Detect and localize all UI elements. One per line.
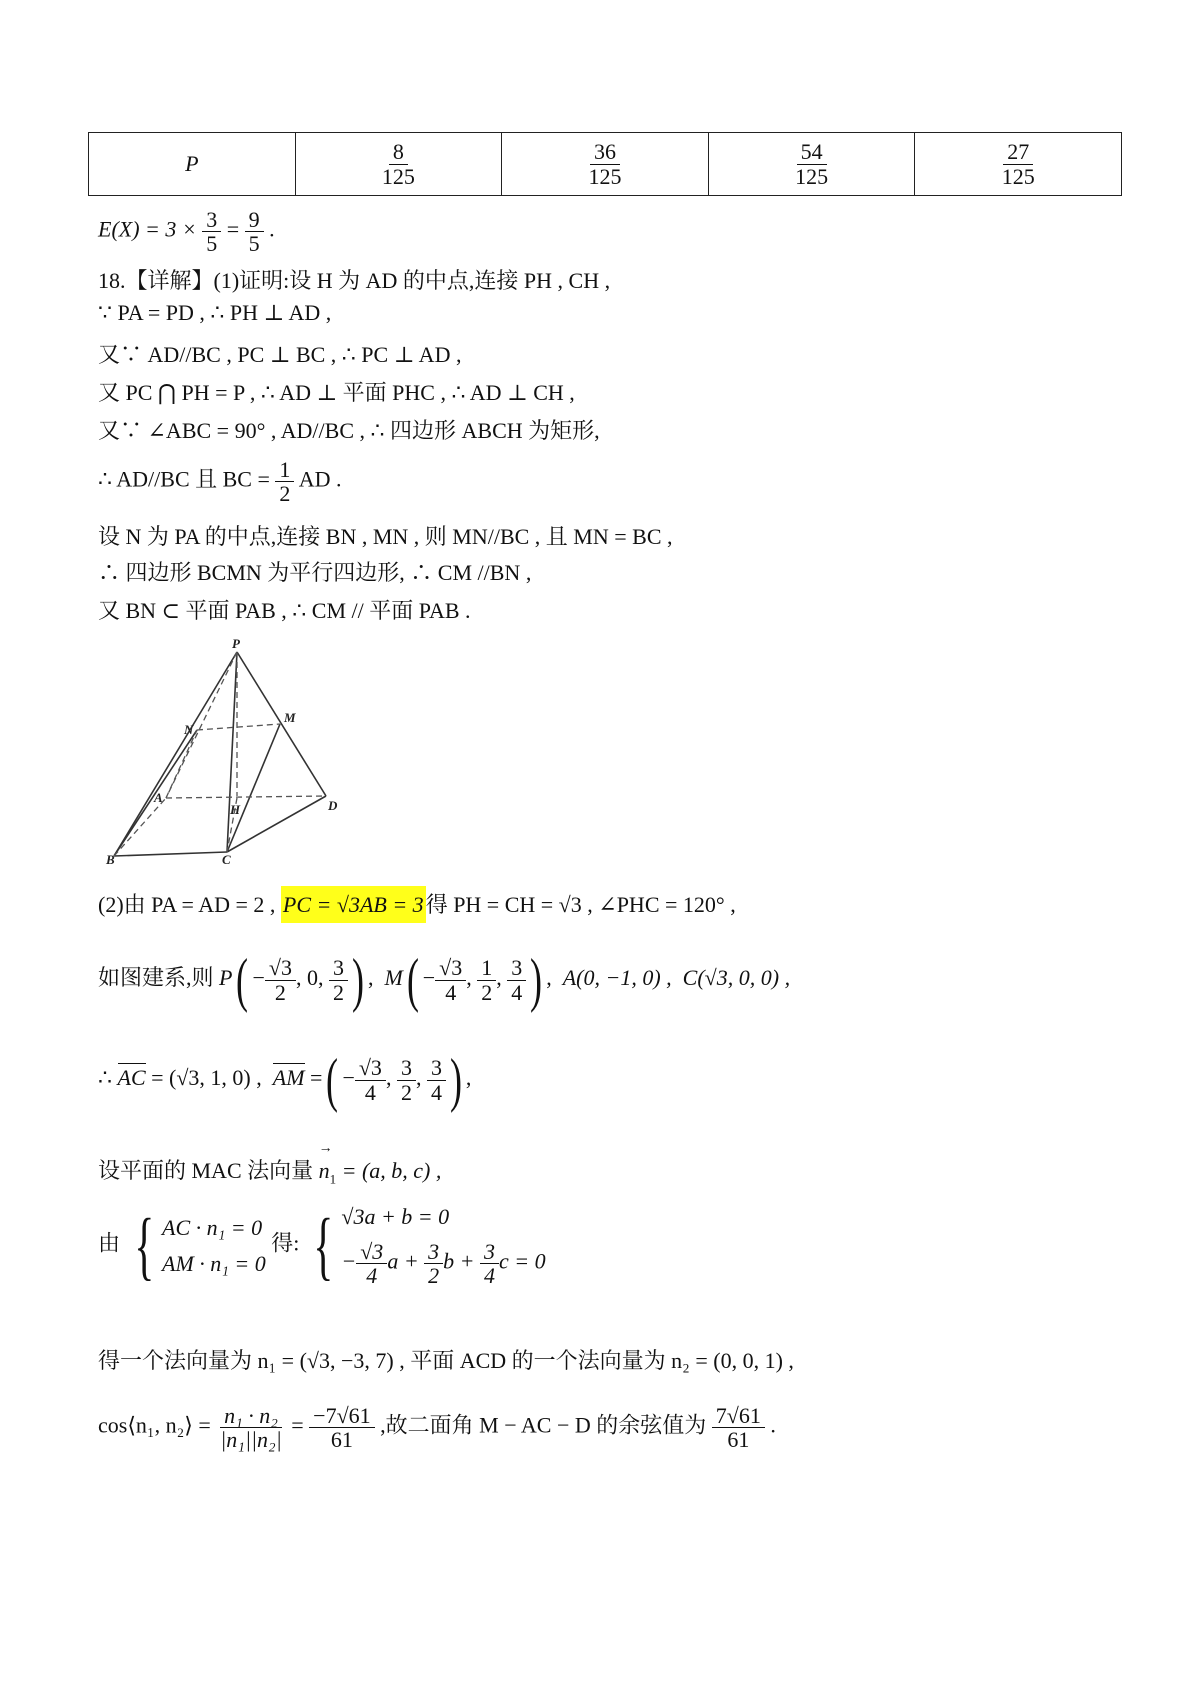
fraction-numerator: 3 <box>480 1240 499 1264</box>
fraction-numerator: 27 <box>1003 140 1033 164</box>
proof-line-6-pre: ∴ AD//BC 且 BC = <box>98 466 270 492</box>
fraction-denominator: 2 <box>400 1079 412 1105</box>
system-row-1: AC · n₁ = 0 <box>162 1214 263 1240</box>
fraction-denominator: 4 <box>430 1079 442 1105</box>
label-A: A <box>154 790 163 805</box>
fraction-denominator: 125 <box>588 163 622 189</box>
system-row-3: √3a + b = 0 <box>341 1204 450 1229</box>
fraction-denominator: 61 <box>330 1427 353 1453</box>
proof-line-9: 又 BN ⊂ 平面 PAB , ∴ CM // 平面 PAB . <box>98 598 471 623</box>
fraction-numerator: √3 <box>265 956 296 980</box>
fraction-denominator: 4 <box>366 1263 378 1289</box>
fraction-denominator: 125 <box>1001 163 1035 189</box>
edge-PD <box>237 652 326 796</box>
fraction-numerator: 3 <box>424 1240 443 1264</box>
cosine-middle: ,故二面角 M − AC − D 的余弦值为 <box>380 1412 707 1438</box>
fraction-numerator: 3 <box>507 956 526 980</box>
edge-CD <box>227 796 326 852</box>
fraction-denominator: 5 <box>248 231 260 257</box>
fraction-numerator: 54 <box>797 140 827 164</box>
table-row <box>89 133 1122 196</box>
system-prefix: 由 <box>98 1230 121 1256</box>
edge-AD <box>166 796 326 798</box>
proof-line-4: 又 PC ⋂ PH = P , ∴ AD ⊥ 平面 PHC , ∴ AD ⊥ CH , <box>98 380 575 405</box>
fraction-denominator: 2 <box>274 979 286 1005</box>
proof-line-2: ∵ PA = PD , ∴ PH ⊥ AD , <box>98 300 332 325</box>
therefore-symbol: ∴ <box>98 1065 112 1091</box>
fraction-denominator: 2 <box>428 1263 440 1289</box>
edge-BC <box>114 852 227 856</box>
part2-line-1-pre: (2)由 PA = AD = 2 , <box>98 892 276 917</box>
normal-vector-intro: 设平面的 MAC 法向量 <box>98 1158 314 1183</box>
vector-AC-value: = (√3, 1, 0) , <box>151 1065 262 1091</box>
system-row-2: AM · n₁ = 0 <box>162 1250 266 1276</box>
table-row-label: P <box>89 133 296 196</box>
part2-line-4: 设平面的 MAC 法向量 → $n_1 = (a$, b, c) , <box>98 1154 441 1187</box>
fraction-numerator: 7√61 <box>712 1404 765 1428</box>
label-N: N <box>184 722 194 737</box>
expectation-lhs: E(X) = 3 × <box>98 216 197 242</box>
edge-CM <box>227 724 280 852</box>
fraction-numerator: 1 <box>477 956 496 980</box>
point-P-label: P <box>219 965 233 991</box>
system-middle: 得: <box>271 1230 300 1256</box>
equals-sign: = <box>226 216 240 242</box>
equation-system: 由 { AC · n₁ = 0 AM · n₁ = 0 得: { √3a + b = 0 − $\frac{√3}{4}$ a + $\frac{3}{2}$ b + $\frac{3}{4}$ c = 0 <box>98 1203 546 1289</box>
fraction-denominator: 4 <box>511 979 523 1005</box>
fraction-denominator: 2 <box>279 481 291 507</box>
fraction-denominator: 5 <box>206 231 218 257</box>
label-M: M <box>284 710 296 725</box>
fraction-numerator: √3 <box>435 956 466 980</box>
vector-AC: AC <box>117 1065 146 1091</box>
fraction-numerator: n₁ · n₂ <box>220 1404 282 1428</box>
label-B: B <box>106 852 115 866</box>
fraction-numerator: 3 <box>202 208 221 232</box>
fraction-denominator: 4 <box>445 979 457 1005</box>
system-row-4: − $\frac{√3}{4}$ a + $\frac{3}{2}$ b + $\frac{3}{4}$ c = 0 <box>341 1239 546 1289</box>
normal-vector-n1: → n <box>319 1158 330 1184</box>
part2-line-2-pre: 如图建系,则 <box>98 965 214 991</box>
part2-line-1 <box>98 888 736 919</box>
fraction-denominator: 125 <box>381 163 415 189</box>
fraction-denominator: 2 <box>332 979 344 1005</box>
point-M-label: M <box>384 965 403 991</box>
fraction-numerator: 1 <box>275 458 294 482</box>
coordinate: 0 <box>306 965 318 991</box>
edge-PB <box>114 652 237 856</box>
edge-NM <box>197 724 280 730</box>
expectation-line <box>98 208 275 255</box>
fraction-numerator: √3 <box>355 1056 386 1080</box>
label-C: C <box>222 852 231 866</box>
edge-BA <box>114 798 166 856</box>
proof-line-1: 18.【详解】(1)证明:设 H 为 AD 的中点,连接 PH , CH , <box>98 268 611 293</box>
highlighted-condition: PC = √3AB = 3 <box>281 886 426 923</box>
cosine-line: cos⟨n₁, n₂⟩ = $\frac{\text{n₁ · n₂}}{\text{|n₁||n₂|}}$ = $\frac{-7√61}{61}$ ,故二面角 M − AC − D 的余弦值为 $\frac{7√61}{61}$ . <box>98 1403 776 1453</box>
point-C-coords: C(√3, 0, 0) , <box>682 965 791 991</box>
probability-table <box>88 132 1122 196</box>
fraction-numerator: 3 <box>427 1056 446 1080</box>
proof-line-5: 又∵ ∠ABC = 90° , AD//BC , ∴ 四边形 ABCH 为矩形, <box>98 418 600 443</box>
fraction-numerator: 36 <box>590 140 620 164</box>
proof-line-6 <box>98 458 341 505</box>
proof-line-7: 设 N 为 PA 的中点,连接 BN , MN , 则 MN//BC , 且 MN = BC , <box>98 524 673 549</box>
part2-line-3: ∴ AC = (√3, 1, 0) , AM =( − $\frac{√3}{4}$ , $\frac{3}{2}$ , $\frac{3}{4}$ ) , <box>98 1047 472 1113</box>
pyramid-figure <box>100 638 350 866</box>
fraction-denominator: 2 <box>481 979 493 1005</box>
cosine-lhs: cos⟨n₁, n₂⟩ = <box>98 1412 211 1438</box>
label-D: D <box>328 798 338 813</box>
fraction-denominator: |n₁||n₂| <box>220 1427 282 1453</box>
table-cell <box>708 133 915 196</box>
vector-AM: AM <box>272 1065 305 1091</box>
fraction-numerator: 3 <box>329 956 348 980</box>
fraction-denominator: 61 <box>727 1427 750 1453</box>
label-H: H <box>230 802 241 817</box>
period: . <box>770 1412 776 1438</box>
fraction-numerator: 8 <box>389 140 408 164</box>
proof-line-3: 又∵ AD//BC , PC ⊥ BC , ∴ PC ⊥ AD , <box>98 342 462 367</box>
point-A-coords: A(0, −1, 0) , <box>562 965 672 991</box>
fraction-numerator: 3 <box>397 1056 416 1080</box>
fraction-denominator: 4 <box>364 1079 376 1105</box>
normal-vector-components: = (a, b, c) , <box>341 1158 442 1183</box>
proof-line-8: ∴ 四边形 BCMN 为平行四边形, ∴ CM //BN , <box>98 560 532 585</box>
table-cell <box>295 133 502 196</box>
period: . <box>269 216 275 242</box>
label-P: P <box>232 638 240 651</box>
part2-line-5: 得一个法向量为 n₁ = (√3, −3, 7) , 平面 ACD 的一个法向量为 n₂ = (0, 0, 1) , <box>98 1348 794 1373</box>
table-cell <box>915 133 1122 196</box>
fraction-numerator: √3 <box>356 1240 387 1264</box>
part2-line-2: 如图建系,则 P( − $\frac{√3}{2}$ , 0, $\frac{3}{2}$ ) , M( − $\frac{√3}{4}$ , $\frac{1}{2}$ , $\frac{3}{4}$ ) , A(0, −1, 0) , C(√3, 0, 0) , <box>98 947 791 1013</box>
fraction-numerator: −7√61 <box>309 1404 374 1428</box>
part2-line-1-post: 得 PH = CH = √3 , ∠PHC = 120° , <box>425 892 736 917</box>
fraction-numerator: 9 <box>245 208 264 232</box>
table-cell <box>502 133 709 196</box>
fraction-denominator: 125 <box>795 163 829 189</box>
edge-AN <box>166 730 197 798</box>
fraction-denominator: 4 <box>484 1263 496 1289</box>
proof-line-6-post: AD . <box>298 466 342 492</box>
